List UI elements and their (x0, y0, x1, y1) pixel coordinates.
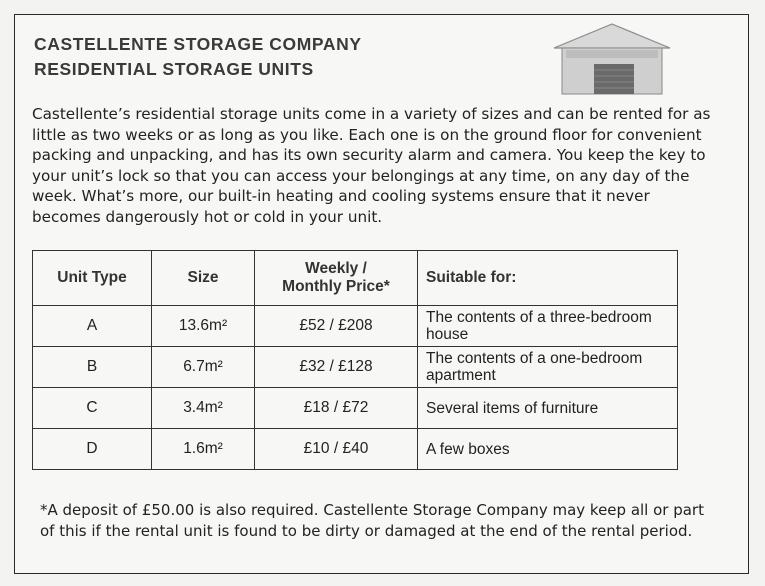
table-row (33, 347, 678, 388)
suitable-cell: A few boxes (418, 429, 678, 470)
deposit-footnote (40, 500, 730, 542)
suitable-cell: Several items of furniture (418, 388, 678, 429)
garage-sign (566, 50, 658, 58)
title-line-2: RESIDENTIAL STORAGE UNITS (34, 59, 314, 79)
price-cell: £32 / £128 (255, 347, 418, 388)
size-cell: 3.4m² (152, 388, 255, 429)
price-cell: £18 / £72 (255, 388, 418, 429)
header-suitable: Suitable for: (418, 251, 678, 306)
price-cell: £52 / £208 (255, 306, 418, 347)
table-row (33, 306, 678, 347)
garage-roof (554, 24, 670, 48)
page-title (34, 32, 362, 82)
unit-type-cell: D (33, 429, 152, 470)
size-cell: 13.6m² (152, 306, 255, 347)
header-size: Size (152, 251, 255, 306)
price-cell: £10 / £40 (255, 429, 418, 470)
suitable-cell: The contents of a three-bedroom house (418, 306, 678, 347)
footnote-line-2: of this if the rental unit is found to be dirty or damaged at the end of the rental period. (40, 522, 693, 540)
garage-door (594, 64, 634, 94)
header-price-line2: Monthly Price* (282, 278, 390, 295)
title-line-1: CASTELLENTE STORAGE COMPANY (34, 34, 362, 54)
table-row (33, 388, 678, 429)
table-row (33, 429, 678, 470)
unit-type-cell: A (33, 306, 152, 347)
suitable-cell: The contents of a one-bedroom apartment (418, 347, 678, 388)
header-unit-type: Unit Type (33, 251, 152, 306)
intro-paragraph: Castellente’s residential storage units come in a variety of sizes and can be rented for as little as two weeks or as long as you like. Each one is on the ground floor for convenient packing and unpacking, and has its own security alarm and camera. You keep the key to your unit’s lock so that you can access your belongings at any time, on any day of the week. What’s more, our built-in heating and cooling systems ensure that it never becomes dangerously hot or cold in your unit. (32, 105, 711, 226)
storage-units-table (32, 250, 678, 470)
table-header-row (33, 251, 678, 306)
size-cell: 6.7m² (152, 347, 255, 388)
unit-type-cell: C (33, 388, 152, 429)
unit-type-cell: B (33, 347, 152, 388)
storage-garage-illustration (550, 14, 674, 96)
header-price (255, 251, 418, 306)
header-price-line1: Weekly / (305, 260, 367, 277)
footnote-line-1: *A deposit of £50.00 is also required. Castellente Storage Company may keep all or part (40, 501, 704, 519)
size-cell: 1.6m² (152, 429, 255, 470)
